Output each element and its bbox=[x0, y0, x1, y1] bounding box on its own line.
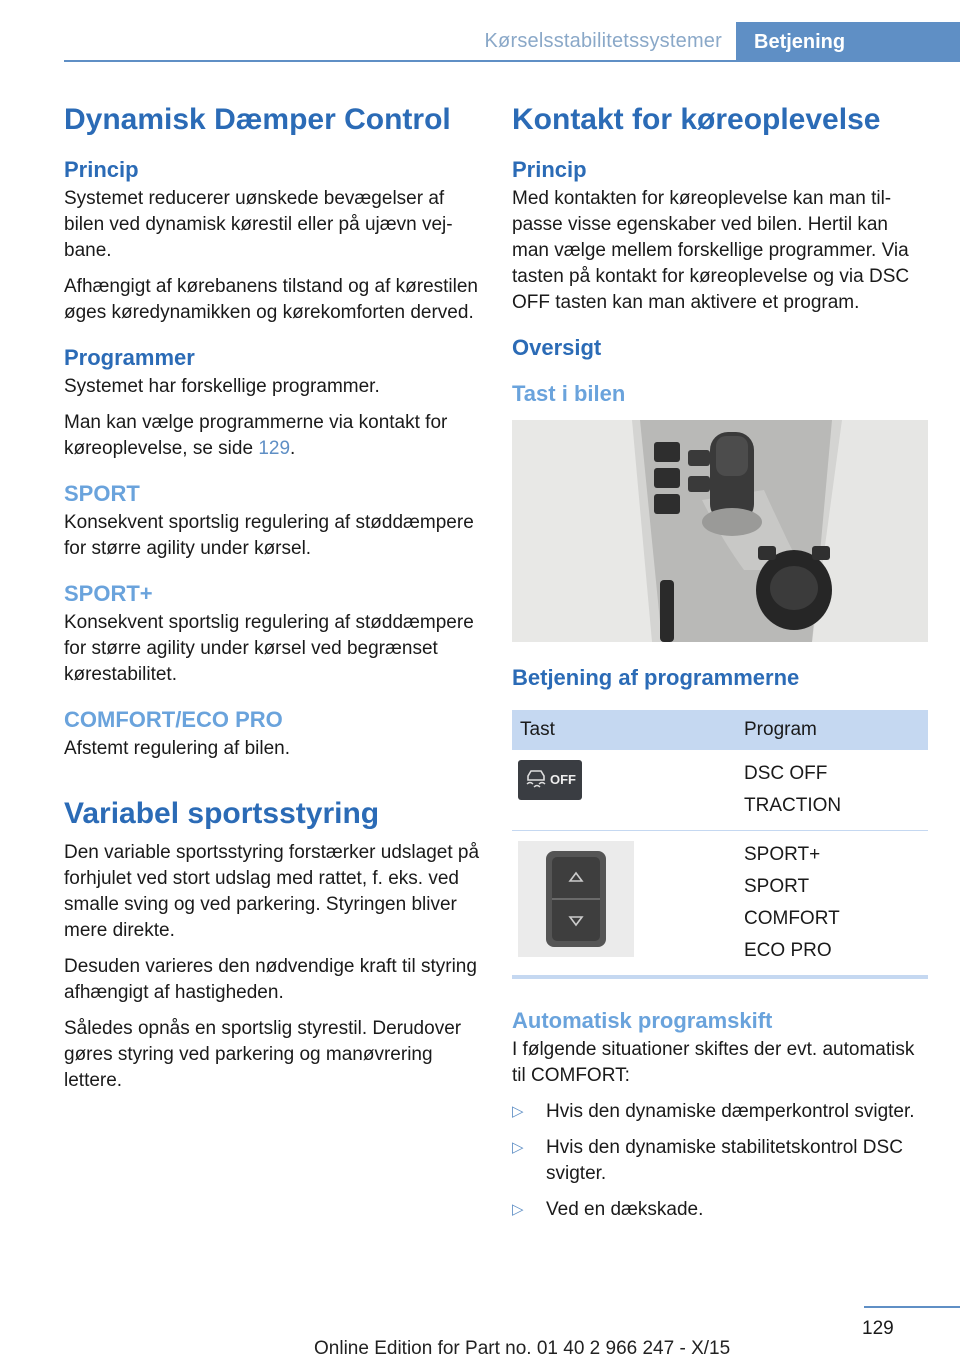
page-footer bbox=[0, 1300, 960, 1362]
paragraph: Systemet reducerer uønskede bevægelser af bilen ved dynamisk kørestil eller på ujævn vejbane. bbox=[64, 188, 453, 261]
table-row bbox=[512, 750, 928, 831]
edition-note: Online Edition for Part no. 01 40 2 966 247 - X/15 bbox=[314, 1338, 731, 1359]
paragraph-with-link bbox=[64, 410, 480, 462]
list-item-text: Hvis den dynamiske stabilitetskontrol DSC svigter. bbox=[546, 1137, 903, 1184]
center-console-photo bbox=[512, 420, 928, 642]
paragraph-text: Man kan vælge programmerne via kontakt for køreoplevelse, se side bbox=[64, 412, 448, 459]
heading-automatic-program-change: Automatisk programskift bbox=[512, 1008, 773, 1033]
page-header bbox=[0, 0, 960, 62]
paragraph-text: . bbox=[290, 438, 296, 459]
right-column bbox=[512, 100, 928, 1233]
list-item bbox=[512, 1135, 928, 1187]
paragraph: Med kontakten for køreoplevelse kan man tilpasse visse egenskaber ved bilen. Hertil kan man vælge mellem forskellige programmer. Via tasten på kontakt for køreoplevelse og via DSC OFF tasten kan man aktivere et program. bbox=[512, 188, 910, 313]
bullet-arrow-icon: ▷ bbox=[512, 1139, 524, 1156]
page-number-rule bbox=[864, 1306, 960, 1308]
program-name: TRACTION bbox=[744, 795, 842, 816]
page-link[interactable]: 129 bbox=[258, 438, 291, 459]
paragraph: Konsekvent sportslig regulering af støddæmpere for større agility under kørsel ved begrænset kørestabilitet. bbox=[64, 612, 474, 685]
bullet-arrow-icon: ▷ bbox=[512, 1201, 524, 1218]
heading-sport: SPORT bbox=[64, 481, 140, 506]
section-title-variable-steering: Variabel sportsstyring bbox=[64, 797, 380, 830]
left-column bbox=[64, 100, 480, 1104]
bullet-list bbox=[512, 1099, 928, 1223]
table-cell-program bbox=[736, 831, 928, 978]
paragraph: I følgende situationer skiftes der evt. automatisk til COMFORT: bbox=[512, 1039, 915, 1086]
section-title-driving-experience-control: Kontakt for køreoplevelse bbox=[512, 103, 881, 136]
column-header-tast: Tast bbox=[512, 710, 736, 750]
heading-comfort-eco-pro: COMFORT/ECO PRO bbox=[64, 707, 283, 732]
paragraph: Den variable sportsstyring forstærker udslaget på forhjulet ved stort udslag med rattet, f. eks. ved smalle sving og ved parkering. Styringen bliver mere direkte. bbox=[64, 842, 480, 941]
heading-sport-plus: SPORT+ bbox=[64, 581, 153, 606]
table-header-row bbox=[512, 710, 928, 750]
header-rule bbox=[64, 60, 736, 62]
program-name: COMFORT bbox=[744, 908, 840, 929]
rocker-switch-image bbox=[518, 841, 634, 957]
heading-princip: Princip bbox=[64, 157, 139, 182]
program-name: SPORT+ bbox=[744, 844, 821, 865]
list-item-text: Hvis den dynamiske dæmperkontrol svigter. bbox=[546, 1101, 915, 1122]
header-tab: Betjening bbox=[736, 22, 960, 62]
heading-betjening: Betjening af programmerne bbox=[512, 665, 800, 690]
off-label: OFF bbox=[550, 772, 576, 787]
skid-car-icon bbox=[524, 768, 548, 790]
dsc-off-button-image bbox=[518, 760, 582, 800]
paragraph: Systemet har forskellige programmer. bbox=[64, 376, 380, 397]
paragraph: Afstemt regulering af bilen. bbox=[64, 738, 291, 759]
heading-princip: Princip bbox=[512, 157, 587, 182]
header-section-title: Kørselsstabilitetssystemer bbox=[484, 30, 722, 52]
paragraph: Afhængigt af kørebanens tilstand og af kørestilen øges køredynamikken og kørekomforten derved. bbox=[64, 276, 479, 323]
paragraph: Konsekvent sportslig regulering af støddæmpere for større agility under kørsel. bbox=[64, 512, 474, 559]
table-cell-program bbox=[736, 750, 928, 831]
program-table bbox=[512, 710, 928, 979]
table-cell-key bbox=[512, 831, 736, 978]
heading-programmer: Programmer bbox=[64, 345, 195, 370]
table-cell-key bbox=[512, 750, 736, 831]
heading-tast-i-bilen: Tast i bilen bbox=[512, 381, 626, 406]
list-item bbox=[512, 1099, 928, 1125]
program-name: SPORT bbox=[744, 876, 810, 897]
paragraph: Således opnås en sportslig styrestil. Derudover gøres styring ved parkering og manøvrering lettere. bbox=[64, 1018, 462, 1091]
program-name: DSC OFF bbox=[744, 763, 828, 784]
heading-oversigt: Oversigt bbox=[512, 335, 602, 360]
bullet-arrow-icon: ▷ bbox=[512, 1103, 524, 1120]
page-number: 129 bbox=[862, 1318, 894, 1339]
column-header-program: Program bbox=[736, 710, 928, 750]
table-row bbox=[512, 831, 928, 978]
paragraph: Desuden varieres den nødvendige kraft til styring afhængigt af hastigheden. bbox=[64, 956, 477, 1003]
program-name: ECO PRO bbox=[744, 940, 832, 961]
list-item-text: Ved en dækskade. bbox=[546, 1199, 704, 1220]
list-item bbox=[512, 1197, 928, 1223]
section-title-dynamic-damper: Dynamisk Dæmper Control bbox=[64, 103, 451, 136]
